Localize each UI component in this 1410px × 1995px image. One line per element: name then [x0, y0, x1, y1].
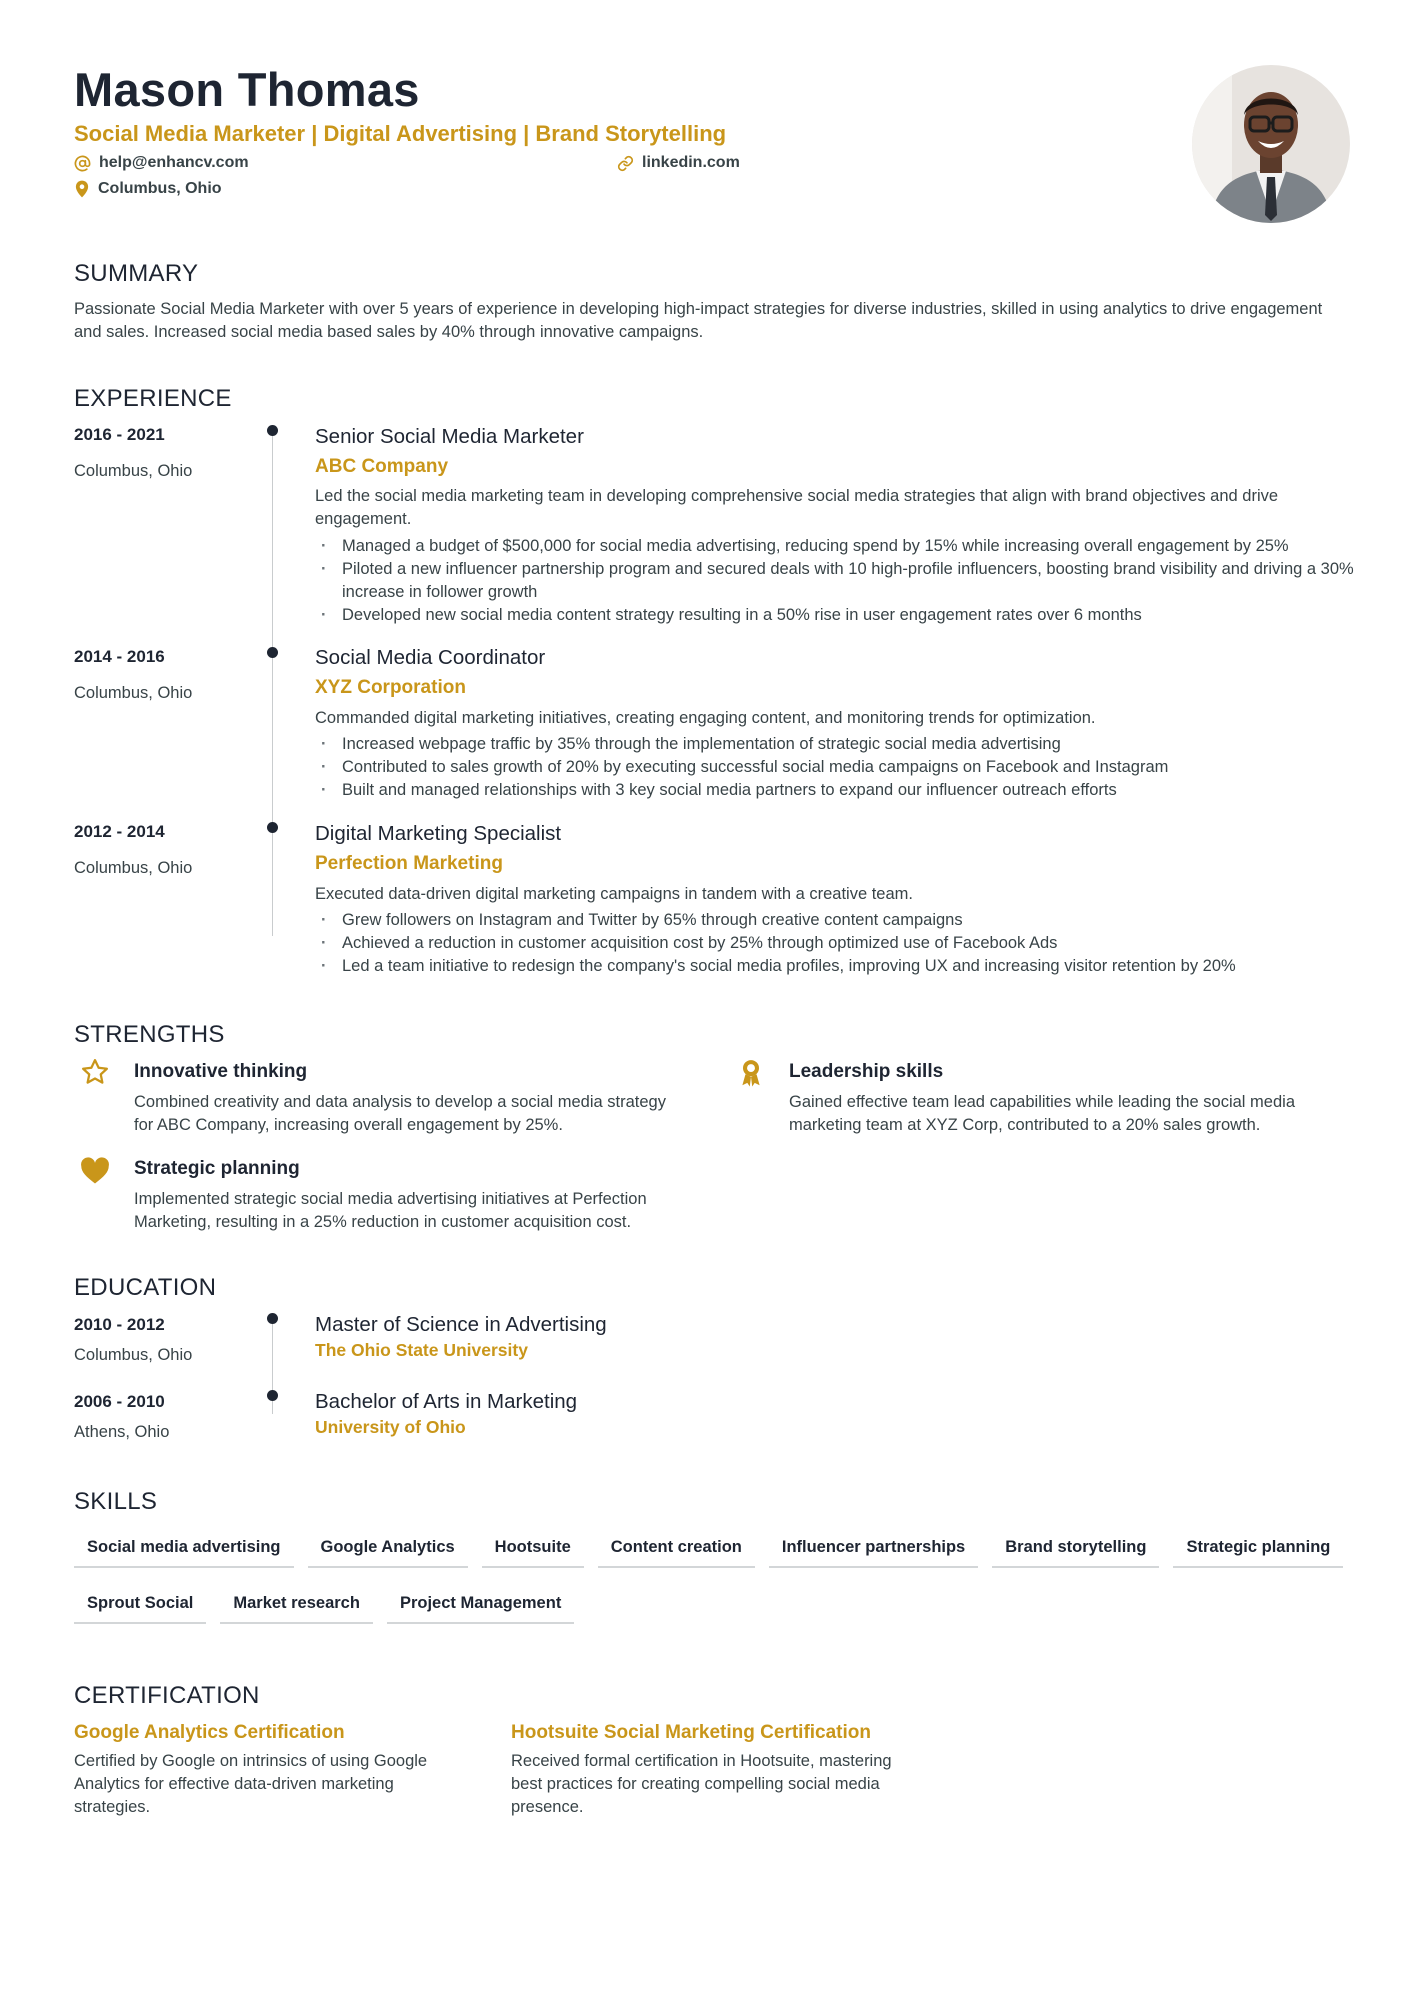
- job-dates: 2016 - 2021: [74, 425, 165, 444]
- summary-text: Passionate Social Media Marketer with over 5 years of experience in developing high-impact strategies for diverse industries, skilled in using analytics to drive engagement and sales. Increased social media based sales by 40% through innovative campaigns.: [74, 300, 1323, 341]
- job-location: Columbus, Ohio: [74, 684, 193, 702]
- timeline-dot: [267, 822, 278, 833]
- strength-description: Combined creativity and data analysis to develop a social media strategy for ABC Company, increasing overall engagement by 25%.: [134, 1093, 666, 1134]
- list-item: · Built and managed relationships with 3 key social media partners to expand our influencer outreach efforts: [315, 779, 1355, 802]
- timeline-dot: [267, 647, 278, 658]
- job-company: ABC Company: [315, 456, 449, 477]
- timeline-dot: [267, 1390, 278, 1401]
- skill-tag: Strategic planning: [1173, 1538, 1343, 1568]
- job-role: Senior Social Media Marketer: [315, 425, 584, 448]
- list-item: · Led a team initiative to redesign the company's social media profiles, improving UX and increasing visitor retention by 20%: [315, 955, 1355, 978]
- skill-tag: Project Management: [387, 1594, 574, 1624]
- list-item: · Increased webpage traffic by 35% through the implementation of strategic social media advertising: [315, 733, 1355, 756]
- job-role: Digital Marketing Specialist: [315, 822, 562, 845]
- award-icon: [736, 1057, 766, 1089]
- job-bullets: [315, 733, 1355, 802]
- list-item: · Managed a budget of $500,000 for social media advertising, reducing spend by 15% while increasing overall engagement by 25%: [315, 535, 1355, 558]
- experience-timeline-line: [272, 428, 273, 936]
- timeline-dot: [267, 425, 278, 436]
- skill-tag: Brand storytelling: [992, 1538, 1159, 1568]
- certification-description: Received formal certification in Hootsuite, mastering best practices for creating compelling social media presence.: [511, 1752, 892, 1816]
- job-description: Led the social media marketing team in developing comprehensive social media strategies that align with brand objectives and drive engagement.: [315, 487, 1279, 528]
- job-location: Columbus, Ohio: [74, 859, 193, 877]
- list-item: · Developed new social media content strategy resulting in a 50% rise in user engagement rates over 6 months: [315, 604, 1355, 627]
- skill-tag: Google Analytics: [308, 1538, 468, 1568]
- job-dates: 2012 - 2014: [74, 822, 165, 841]
- education-location: Athens, Ohio: [74, 1423, 170, 1441]
- education-degree: Master of Science in Advertising: [315, 1313, 607, 1336]
- strengths-heading: STRENGTHS: [74, 1021, 225, 1048]
- skill-tag: Social media advertising: [74, 1538, 294, 1568]
- strength-description: Implemented strategic social media advertising initiatives at Perfection Marketing, resulting in a 25% reduction in customer acquisition cost.: [134, 1190, 647, 1231]
- profile-photo: [1192, 65, 1350, 223]
- job-bullets: [315, 535, 1355, 627]
- skill-tag: Content creation: [598, 1538, 755, 1568]
- list-item: · Contributed to sales growth of 20% by executing successful social media campaigns on Facebook and Instagram: [315, 756, 1355, 779]
- email-text: help@enhancv.com: [99, 154, 249, 171]
- star-icon: [80, 1057, 110, 1087]
- location-text: Columbus, Ohio: [98, 180, 222, 197]
- certification-title: Hootsuite Social Marketing Certification: [511, 1722, 871, 1743]
- job-role: Social Media Coordinator: [315, 646, 546, 669]
- heart-icon: [80, 1157, 110, 1185]
- job-dates: 2014 - 2016: [74, 647, 165, 666]
- skill-tag: Influencer partnerships: [769, 1538, 978, 1568]
- education-location: Columbus, Ohio: [74, 1346, 193, 1364]
- link-icon: [617, 155, 634, 172]
- certification-title: Google Analytics Certification: [74, 1722, 345, 1743]
- timeline-dot: [267, 1313, 278, 1324]
- job-bullets: [315, 909, 1355, 978]
- job-description: Executed data-driven digital marketing campaigns in tandem with a creative team.: [315, 885, 913, 903]
- education-dates: 2006 - 2010: [74, 1392, 165, 1411]
- at-sign-icon: [74, 155, 91, 172]
- experience-heading: EXPERIENCE: [74, 385, 232, 412]
- strength-description: Gained effective team lead capabilities while leading the social media marketing team at XYZ Corp, contributed to a 20% sales growth.: [789, 1093, 1295, 1134]
- education-school: University of Ohio: [315, 1417, 466, 1437]
- email-contact[interactable]: [74, 154, 249, 172]
- skills-heading: SKILLS: [74, 1488, 158, 1515]
- list-item: · Piloted a new influencer partnership program and secured deals with 10 high-profile influencers, boosting brand visibility and driving a 30% increase in follower growth: [315, 558, 1355, 604]
- strength-title: Strategic planning: [134, 1158, 300, 1179]
- summary-heading: SUMMARY: [74, 260, 199, 287]
- strength-title: Leadership skills: [789, 1061, 944, 1082]
- education-heading: EDUCATION: [74, 1274, 217, 1301]
- education-school: The Ohio State University: [315, 1340, 528, 1360]
- strength-title: Innovative thinking: [134, 1061, 308, 1082]
- job-description: Commanded digital marketing initiatives, creating engaging content, and monitoring trends for optimization.: [315, 709, 1096, 727]
- skills-list: [74, 1538, 1354, 1624]
- job-company: XYZ Corporation: [315, 677, 466, 698]
- certification-description: Certified by Google on intrinsics of using Google Analytics for effective data-driven marketing strategies.: [74, 1752, 428, 1816]
- avatar-portrait: [1192, 65, 1350, 223]
- skill-tag: Hootsuite: [482, 1538, 584, 1568]
- education-degree: Bachelor of Arts in Marketing: [315, 1390, 578, 1413]
- linkedin-text: linkedin.com: [642, 154, 740, 171]
- location-contact: [74, 180, 222, 198]
- candidate-name: Mason Thomas: [74, 63, 420, 116]
- job-company: Perfection Marketing: [315, 853, 503, 874]
- list-item: · Achieved a reduction in customer acquisition cost by 25% through optimized use of Facebook Ads: [315, 932, 1355, 955]
- skill-tag: Sprout Social: [74, 1594, 206, 1624]
- skill-tag: Market research: [220, 1594, 373, 1624]
- linkedin-contact[interactable]: [617, 154, 740, 172]
- education-dates: 2010 - 2012: [74, 1315, 165, 1334]
- location-pin-icon: [74, 180, 90, 198]
- list-item: · Grew followers on Instagram and Twitter by 65% through creative content campaigns: [315, 909, 1355, 932]
- candidate-tagline: Social Media Marketer | Digital Advertising | Brand Storytelling: [74, 121, 727, 146]
- job-location: Columbus, Ohio: [74, 462, 193, 480]
- certification-heading: CERTIFICATION: [74, 1682, 260, 1709]
